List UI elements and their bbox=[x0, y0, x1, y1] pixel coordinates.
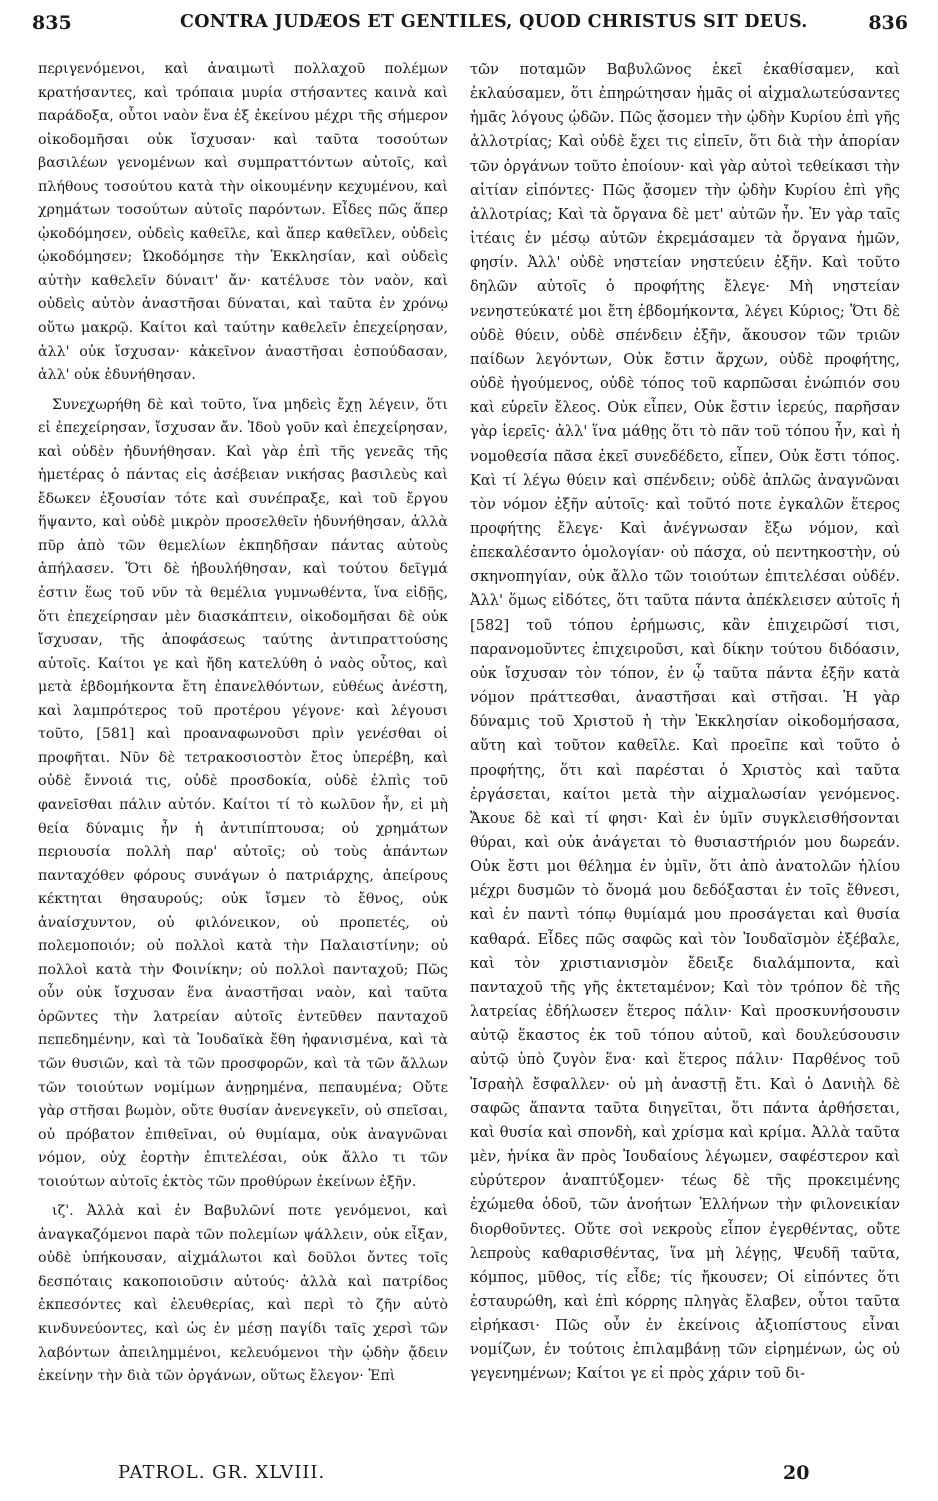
paragraph: περιγενόμενοι, καὶ ἀναιμωτὶ πολλαχοῦ πολέμων κρατήσαντες, καὶ τρόπαια μυρία στήσαντες καινὰ καὶ παράδοξα, οὗτοι ναὸν ἕνα ἐξ ἐκείνου μέχρι τῆς σήμερον οἰκοδομῆσαι οὐκ ἴσχυσαν· καὶ ταῦτα τοσούτων βασιλέων γενομένων καὶ συμπραττόντων αὐτοῖς, καὶ πλήθους τοσούτου κατὰ τὴν οἰκουμένην κεχυμένου, καὶ χρημάτων τοσούτων αὐτοῖς παρόντων. Εἶδες πῶς ἅπερ ᾠκοδόμησεν, οὐδεὶς καθεῖλε, καὶ ἅπερ καθεῖλεν, οὐδεὶς ᾠκοδόμησεν; Ὠκοδόμησε τὴν Ἐκκλησίαν, καὶ οὐδεὶς αὐτὴν καθελεῖν δύναιτ' ἄν· κατέλυσε τὸν ναὸν, καὶ οὐδεὶς αὐτὸν ἀναστῆσαι δύναται, καὶ ταῦτα ἐν χρόνῳ οὕτω μακρῷ. Καίτοι καὶ ταύτην καθελεῖν ἐπεχείρησαν, ἀλλ' οὐκ ἴσχυσαν· κἀκεῖνον ἀναστῆσαι ἐσπούδασαν, ἀλλ' οὐκ ἐδυνήθησαν. bbox=[38, 61, 448, 384]
page-number-left: 835 bbox=[32, 12, 72, 34]
page-number-right: 836 bbox=[868, 12, 908, 34]
paragraph-section-17: ιζ'. Ἀλλὰ καὶ ἐν Βαβυλῶνί ποτε γενόμενοι, καὶ ἀναγκαζόμενοι παρὰ τῶν πολεμίων ψάλλειν, οὐκ εἶξαν, οὐδὲ ὑπήκουσαν, αἰχμάλωτοι καὶ δοῦλοι ὄντες τοῖς δεσπόταις κακοποιοῦσιν αὐτούς· ἀλλὰ καὶ πατρίδος ἐκπεσόντες καὶ ἐλευθερίας, καὶ περὶ τὸ ζῆν αὐτὸ κινδυνεύοντες, καὶ ὡς ἐν μέσῃ παγίδι ταῖς χερσὶ τῶν λαβόντων ἀπειλημμένοι, κελευόμενοι τὴν ᾠδὴν ᾄδειν ἐκείνην τὴν διὰ τῶν ὀργάνων, οὕτως ἔλεγον· Ἐπὶ bbox=[38, 1203, 448, 1385]
left-column bbox=[38, 58, 448, 1389]
footer-signature: PATROL. GR. XLVIII. bbox=[118, 1462, 326, 1483]
running-header bbox=[30, 6, 910, 46]
footer-signature-number: 20 bbox=[783, 1462, 810, 1484]
paragraph: Συνεχωρήθη δὲ καὶ τοῦτο, ἵνα μηδεὶς ἔχῃ λέγειν, ὅτι εἰ ἐπεχείρησαν, ἴσχυσαν ἄν. Ἰδοὺ γοῦν καὶ ἐπεχείρησαν, καὶ οὐδὲν ἠδυνήθησαν. Καὶ γὰρ ἐπὶ τῆς γενεᾶς τῆς ἡμετέρας ὁ πάντας εἰς ἀσέβειαν νικήσας βασιλεὺς καὶ ἔδωκεν ἐξουσίαν τότε καὶ συνέπραξε, καὶ τοῦ ἔργου ἥψαντο, καὶ οὐδὲ μικρὸν προσελθεῖν ἠδυνήθησαν, ἀλλὰ πῦρ ἀπὸ τῶν θεμελίων ἐκπηδῆσαν πάντας αὐτοὺς ἀπήλασεν. Ὅτι δὲ ἠβουλήθησαν, καὶ τούτου δεῖγμά ἐστιν ἕως τοῦ νῦν τὰ θεμέλια γυμνωθέντα, ἵνα εἰδῇς, ὅτι ἐπεχείρησαν μὲν διασκάπτειν, οἰκοδομῆσαι δὲ οὐκ ἴσχυσαν, τῆς ἀποφάσεως ταύτης ἀντιπραττούσης αὐτοῖς. Καίτοι γε καὶ ἤδη κατελύθη ὁ ναὸς οὗτος, καὶ μετὰ ἑβδομήκοντα ἔτη ἐπανελθόντων, εὐθέως ἀνέστη, καὶ λαμπρότερος τοῦ προτέρου γέγονε· καὶ λέγουσι τοῦτο, [581] καὶ προαναφωνοῦσι πρὶν γενέσθαι οἱ προφῆται. Νῦν δὲ τετρακοσιοστὸν ἔτος ὑπερέβη, καὶ οὐδὲ ἔννοιά τις, οὐδὲ προσδοκία, οὐδὲ ἐλπὶς τοῦ φανεῖσθαι πάλιν αὐτόν. Καίτοι τί τὸ κωλῦον ἦν, εἰ μὴ θεία δύναμις ἦν ἡ ἀντιπίπτουσα; οὐ χρημάτων περιουσία πολλὴ παρ' αὐτοῖς; οὐ τοὺς ἁπάντων πανταχόθεν φόρους συνάγων ὁ πατριάρχης, ἀπείρους κέκτηται θησαυρούς; οὐκ ἴσμεν τὸ ἔθνος, οὐκ ἀναίσχυντον, οὐ φιλόνεικον, οὐ προπετές, οὐ πολεμοποιόν; οὐ πολλοὶ κατὰ τὴν Παλαιστίνην; οὐ πολλοὶ κατὰ τὴν Φοινίκην; οὐ πολλοὶ πανταχοῦ; Πῶς οὖν οὐκ ἴσχυσαν ἕνα ἀναστῆσαι ναὸν, καὶ ταῦτα ὁρῶντες τὴν λατρείαν αὐτοῖς ἐντεῦθεν πανταχοῦ πεπεδημένην, καὶ τὰ Ἰουδαϊκὰ ἔθη ἠφανισμένα, καὶ τὰ τῶν θυσιῶν, καὶ τὰ τῶν προσφορῶν, καὶ τὰ τῶν ἄλλων τῶν τοιούτων νομίμων ἀνῃρημένα, πεπαυμένα; Οὔτε γὰρ στῆσαι βωμὸν, οὔτε θυσίαν ἀνενεγκεῖν, οὐ σπεῖσαι, οὐ πρόβατον ἐπιθεῖναι, οὐ θυμίαμα, οὐκ ἀναγνῶναι νόμον, οὐχ ἑορτὴν ἐπιτελέσαι, οὐκ ἄλλο τι τῶν τοιούτων αὐτοῖς ἐκτὸς τῶν προθύρων ἐκείνων ἐξῆν. bbox=[38, 396, 448, 1190]
right-column bbox=[470, 58, 900, 1387]
running-title: CONTRA JUDÆOS ET GENTILES, QUOD CHRISTUS SIT DEUS. bbox=[180, 12, 808, 32]
paragraph: τῶν ποταμῶν Βαβυλῶνος ἐκεῖ ἐκαθίσαμεν, καὶ ἐκλαύσαμεν, ὅτι ἐπηρώτησαν ἡμᾶς οἱ αἰχμαλωτεύσαντες ἡμᾶς λόγους ᾠδῶν. Πῶς ᾄσομεν τὴν ᾠδὴν Κυρίου ἐπὶ γῆς ἀλλοτρίας; Καὶ οὐδὲ ἔχει τις εἰπεῖν, ὅτι διὰ τὴν ἀπορίαν τῶν ὀργάνων τοῦτο ἐποίουν· καὶ γὰρ αὐτοὶ τεθείκασι τὴν αἰτίαν εἰπόντες· Πῶς ᾄσομεν τὴν ᾠδὴν Κυρίου ἐπὶ γῆς ἀλλοτρίας; Καὶ τὰ ὄργανα δὲ μετ' αὐτῶν ἦν. Ἐν γὰρ ταῖς ἰτέαις ἐν μέσῳ αὐτῶν ἐκρεμάσαμεν τὰ ὄργανα ἡμῶν, φησίν. Ἀλλ' οὐδὲ νηστείαν νηστεύειν ἐξῆν. Καὶ τοῦτο δηλῶν αὐτοῖς ὁ προφήτης ἔλεγε· Μὴ νηστείαν νενηστεύκατέ μοι ἔτη ἑβδομήκοντα, λέγει Κύριος; Ὅτι δὲ οὐδὲ θύειν, οὐδὲ σπένδειν ἐξῆν, ἄκουσον τῶν τριῶν παίδων λεγόντων, Οὐκ ἔστιν ἄρχων, οὐδὲ προφήτης, οὐδὲ ἡγούμενος, οὐδὲ τόπος τοῦ καρπῶσαι ἐνώπιόν σου καὶ εὑρεῖν ἔλεος. Οὐκ εἶπεν, Οὐκ ἔστιν ἱερεύς, παρῆσαν γὰρ ἱερεῖς· ἀλλ' ἵνα μάθῃς ὅτι τὸ πᾶν τοῦ τόπου ἦν, καὶ ἡ νομοθεσία πᾶσα ἐκεῖ συνεδέδετο, εἶπεν, Οὐκ ἔστι τόπος. Καὶ τί λέγω θύειν καὶ σπένδειν; οὐδὲ ἁπλῶς ἀναγνῶναι τὸν νόμον ἐξῆν αὐτοῖς· καὶ τοῦτό ποτε ἐγκαλῶν ἕτερος προφήτης ἔλεγε· Καὶ ἀνέγνωσαν ἔξω νόμον, καὶ ἐπεκαλέσαντο ὁμολογίαν· οὐ πάσχα, οὐ πεντηκοστὴν, οὐ σκηνοπηγίαν, οὐκ ἄλλο τῶν τοιούτων ἐπιτελέσαι οὐδέν. Ἀλλ' ὅμως εἰδότες, ὅτι ταῦτα πάντα ἀπέκλεισεν αὐτοῖς ἡ [582] τοῦ τόπου ἐρήμωσις, κἂν ἐπιχειρῶσί τισι, παρανομοῦντες ἐπιχειροῦσι, καὶ δίκην τούτου διδόασιν, οὐκ ἴσχυσαν τὸν τόπον, ἐν ᾧ ταῦτα πάντα ἐξῆν κατὰ νόμον πράττεσθαι, ἀναστῆσαι καὶ στῆσαι. Ἡ γὰρ δύναμις τοῦ Χριστοῦ ἡ τὴν Ἐκκλησίαν οἰκοδομήσασα, αὕτη καὶ τοῦτον καθεῖλε. Καὶ προεῖπε καὶ τοῦτο ὁ προφήτης, ὅτι καὶ παρέσται ὁ Χριστὸς καὶ ταῦτα ἐργάσεται, καίτοι μετὰ τὴν αἰχμαλωσίαν γενόμενος. Ἄκουε δὲ καὶ τί φησι· Καὶ ἐν ὑμῖν συγκλεισθήσονται θύραι, καὶ οὐκ ἀνάγεται τὸ θυσιαστήριόν μου δωρεάν. Οὐκ ἔστι μοι θέλημα ἐν ὑμῖν, ὅτι ἀπὸ ἀνατολῶν ἡλίου μέχρι δυσμῶν τὸ ὄνομά μου δεδόξασται ἐν τοῖς ἔθνεσι, καὶ ἐν παντὶ τόπῳ θυμίαμά μου προσάγεται καὶ θυσία καθαρά. Εἶδες πῶς σαφῶς καὶ τὸν Ἰουδαϊσμὸν ἐξέβαλε, καὶ τὸν χριστιανισμὸν ἔδειξε διαλάμποντα, καὶ πανταχοῦ τῆς γῆς ἐκτεταμένον; Καὶ τὸν τρόπον δὲ τῆς λατρείας ἐδήλωσεν ἕτερος πάλιν· Καὶ προσκυνήσουσιν αὐτῷ ἕκαστος ἐκ τοῦ τόπου αὐτοῦ, καὶ δουλεύσουσιν αὐτῷ ὑπὸ ζυγὸν ἕνα· καὶ ἕτερος πάλιν· Παρθένος τοῦ Ἰσραὴλ ἔσφαλλεν· οὐ μὴ ἀναστῇ ἔτι. Καὶ ὁ Δανιὴλ δὲ σαφῶς ἅπαντα ταῦτα διηγεῖται, ὅτι πάντα ἀρθήσεται, καὶ θυσία καὶ σπονδὴ, καὶ χρίσμα καὶ κρίμα. Ἀλλὰ ταῦτα μὲν, ἡνίκα ἂν πρὸς Ἰουδαίους λέγωμεν, σαφέστερον καὶ εὐρύτερον ἀναπτύξομεν· τέως δὲ τῆς προκειμένης ἐχώμεθα ὁδοῦ, τῶν ἀνοήτων Ἑλλήνων τὴν φιλονεικίαν διορθοῦντες. Οὔτε σοὶ νεκροὺς εἶπον ἐγερθέντας, οὔτε λεπροὺς καθαρισθέντας, ἵνα μὴ λέγῃς, Ψευδῆ ταῦτα, κόμπος, μῦθος, τίς εἶδε; τίς ἤκουσεν; Οἱ εἰπόντες ὅτι ἐσταυρώθη, καὶ ἐπὶ κόρρης πληγὰς ἔλαβεν, οὗτοι ταῦτα εἰρήκασι· Πῶς οὖν ἐν ἐκείνοις ἀξιοπίστους εἶναι νομίζων, ἐν τούτοις ἐπιλαμβάνῃ τῶν εἰρημένων, ὡς οὐ γεγενημένων; Καίτοι γε εἰ πρὸς χάριν τοῦ δι- bbox=[470, 61, 900, 1383]
